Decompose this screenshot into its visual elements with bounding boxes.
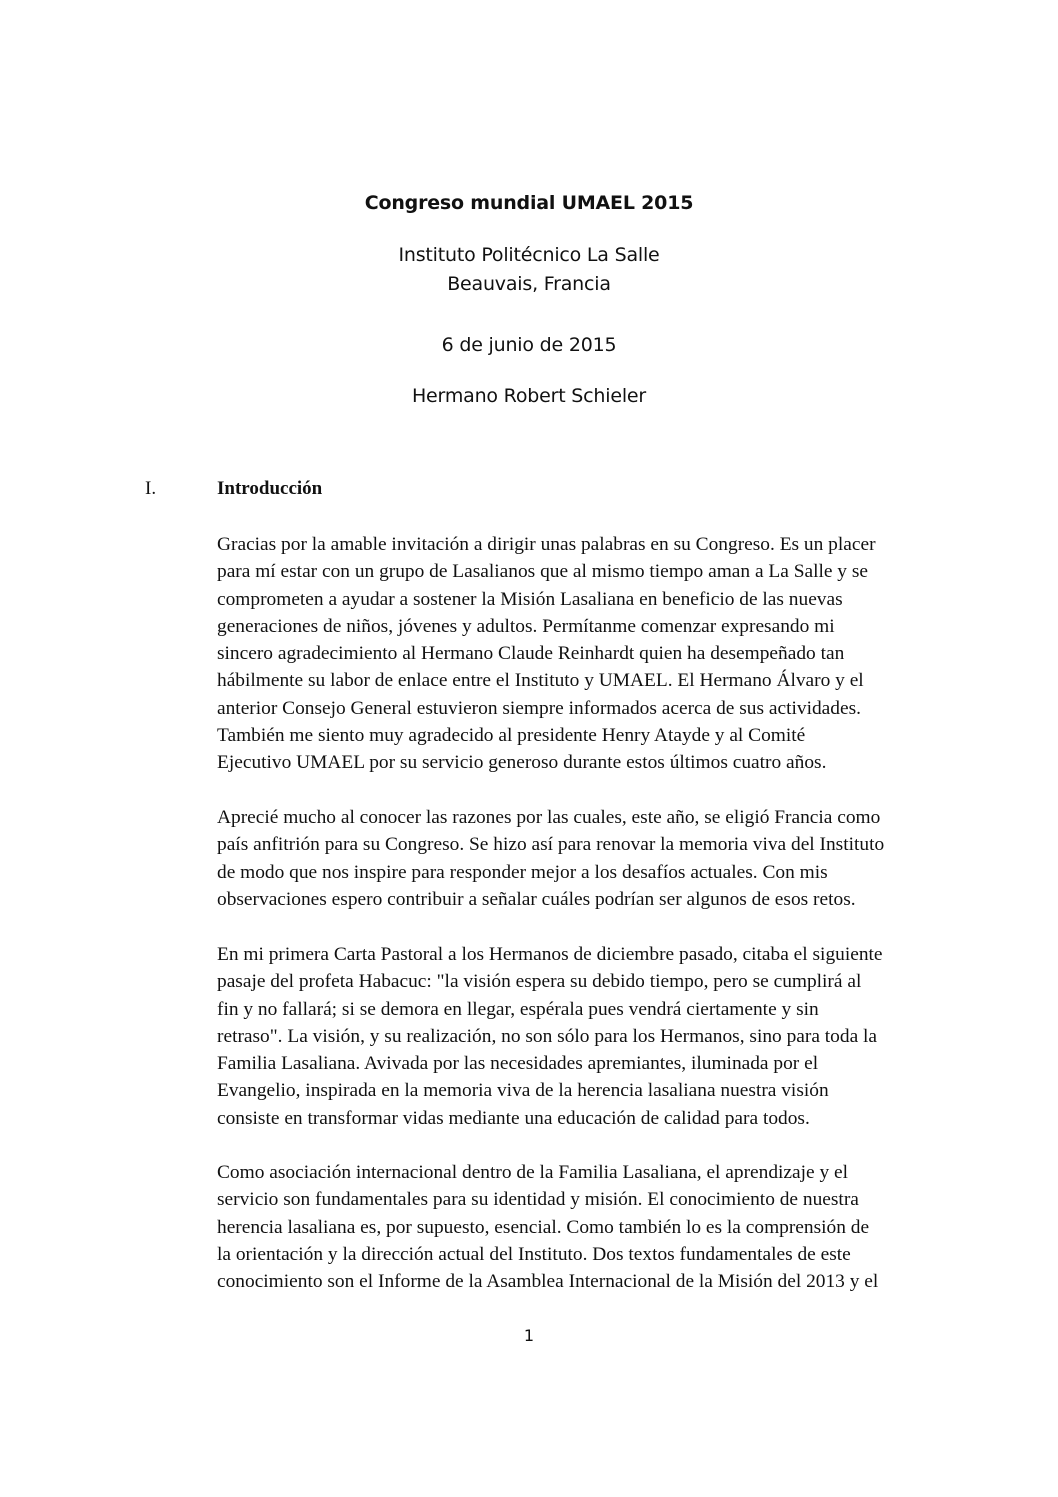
text-line: Aprecié mucho al conocer las razones por las cuales, este año, se eligió Francia como xyxy=(217,807,881,828)
text-line: para mí estar con un grupo de Lasalianos que al mismo tiempo aman a La Salle y se xyxy=(217,561,869,583)
text-line: observaciones espero contribuir a señalar cuáles podrían ser algunos de esos retos. xyxy=(217,888,856,910)
text-line: hábilmente su labor de enlace entre el Instituto y UMAEL. El Hermano Álvaro y el xyxy=(217,670,864,692)
text-line: Ejecutivo UMAEL por su servicio generoso durante estos últimos cuatro años. xyxy=(217,752,827,774)
text-line: herencia lasaliana es, por supuesto, esencial. Como también lo es la comprensión de xyxy=(217,1216,870,1238)
text-line: Evangelio, inspirada en la memoria viva de la herencia lasaliana nuestra visión xyxy=(217,1080,829,1102)
text-line: servicio son fundamentales para su identidad y misión. El conocimiento de nuestra xyxy=(217,1189,859,1211)
text-line: la orientación y la dirección actual del Instituto. Dos textos fundamentales de este xyxy=(217,1243,851,1265)
paragraph-4 xyxy=(217,1159,957,1295)
paragraph-3 xyxy=(217,941,957,1132)
text-line: generaciones de niños, jóvenes y adultos. Permítanme comenzar expresando mi xyxy=(217,615,835,637)
text-line: anterior Consejo General estuvieron siempre informados acerca de sus actividades. xyxy=(217,697,861,719)
text-line: Familia Lasaliana. Avivada por las necesidades apremiantes, iluminada por el xyxy=(217,1053,819,1075)
date: 6 de junio de 2015 xyxy=(441,334,617,356)
text-line: pasaje del profeta Habacuc: "la visión espera su debido tiempo, pero se cumplirá al xyxy=(217,971,862,993)
text-line: de modo que nos inspire para responder mejor a los desafíos actuales. Con mis xyxy=(217,861,828,883)
text-line: consiste en transformar vidas mediante una educación de calidad para todos. xyxy=(217,1107,810,1129)
paragraph-2 xyxy=(217,804,957,913)
text-line: país anfitrión para su Congreso. Se hizo así para renovar la memoria viva del Instituto xyxy=(217,834,885,856)
text-line: Gracias por la amable invitación a dirigir unas palabras en su Congreso. Es un placer xyxy=(217,534,876,555)
text-line: comprometen a ayudar a sostener la Misión Lasaliana en beneficio de las nuevas xyxy=(217,588,843,610)
text-line: sincero agradecimiento al Hermano Claude Reinhardt quien ha desempeñado tan xyxy=(217,643,845,665)
text-line: En mi primera Carta Pastoral a los Hermanos de diciembre pasado, citaba el siguiente xyxy=(217,944,883,965)
text-line: retraso". La visión, y su realización, no son sólo para los Hermanos, sino para toda la xyxy=(217,1025,878,1047)
text-line: Como asociación internacional dentro de la Familia Lasaliana, el aprendizaje y el xyxy=(217,1162,849,1183)
author: Hermano Robert Schieler xyxy=(411,385,647,407)
section-number: I. xyxy=(145,478,157,499)
text-line: conocimiento son el Informe de la Asamblea Internacional de la Misión del 2013 y el xyxy=(217,1271,879,1293)
paragraph-1 xyxy=(217,531,957,777)
institution-name: Instituto Politécnico La Salle xyxy=(398,244,660,266)
document-title: Congreso mundial UMAEL 2015 xyxy=(364,192,694,214)
text-line: También me siento muy agradecido al presidente Henry Atayde y al Comité xyxy=(217,725,806,747)
section-title: Introducción xyxy=(217,478,323,499)
location: Beauvais, Francia xyxy=(447,273,611,295)
page-number: 1 xyxy=(523,1326,535,1345)
text-line: fin y no fallará; si se demora en llegar, espérala pues vendrá ciertamente y sin xyxy=(217,998,819,1020)
